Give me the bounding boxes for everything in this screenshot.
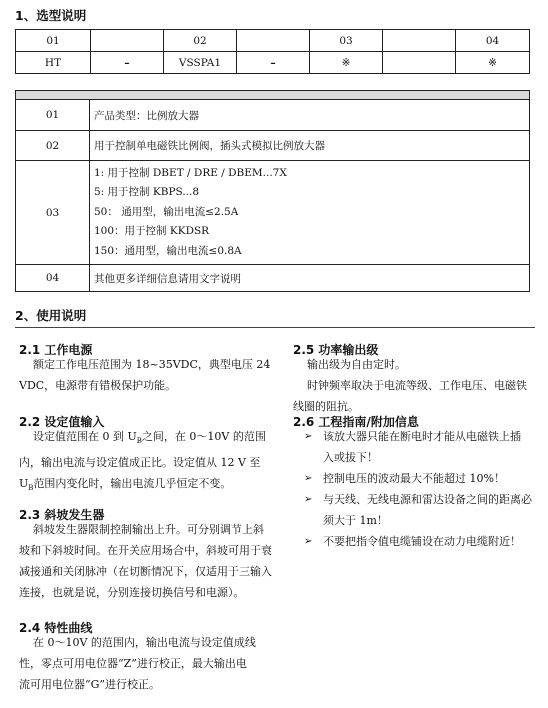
s22-sub: B bbox=[136, 437, 142, 446]
desc-row-options bbox=[90, 161, 530, 265]
desc-row bbox=[16, 100, 530, 131]
s26-bullet-line: 与天线、无线电源和雷达设备之间的距离必 bbox=[323, 493, 532, 506]
code-value-cell: ※ bbox=[310, 52, 383, 74]
s26-bullet-line: 须大于 1m！ bbox=[323, 514, 388, 527]
code-value-cell: VSSPA1 bbox=[164, 52, 237, 74]
desc-row bbox=[16, 131, 530, 161]
s24-body bbox=[19, 632, 269, 695]
s25-line: 输出级为自由定时。 bbox=[307, 358, 406, 371]
desc-row bbox=[16, 161, 530, 265]
s23-line: 连接，也就是说，分别连接切换信号和电源）。 bbox=[19, 586, 245, 599]
option-line: 50： 通用型，输出电流≤2.5A bbox=[94, 205, 239, 218]
code-header-row bbox=[16, 30, 530, 52]
code-header-cell bbox=[91, 30, 164, 52]
desc-row-number: 03 bbox=[16, 161, 90, 265]
s24-heading: 2.4 特性曲线 bbox=[19, 621, 93, 635]
code-header-cell: 01 bbox=[16, 30, 91, 52]
arrow-bullet-icon: ➢ bbox=[304, 431, 313, 442]
shaded-spacer-row bbox=[16, 91, 530, 100]
option-line: 150：通用型，输出电流≤0.8A bbox=[94, 244, 242, 257]
s25-line: 线圈的阻抗。 bbox=[293, 400, 359, 413]
desc-row-number: 04 bbox=[16, 265, 90, 292]
s26-bullet-line: 该放大器只能在断电时才能从电磁铁上插 bbox=[323, 430, 521, 443]
s21-body bbox=[19, 354, 269, 396]
s24-line: 流可用电位器“G”进行校正。 bbox=[19, 678, 161, 691]
s21-heading: 2.1 工作电源 bbox=[19, 343, 93, 357]
s22-sub: B bbox=[28, 484, 34, 493]
s22-line bbox=[19, 426, 269, 452]
s26-bullet-item bbox=[293, 489, 538, 531]
option-line: 5: 用于控制 KBPS...8 bbox=[94, 186, 200, 199]
s21-line: VDC，电源带有错极保护功能。 bbox=[19, 379, 177, 392]
s26-bullet-line: 不要把指令值电缆铺设在动力电缆附近！ bbox=[323, 535, 521, 548]
s21-line: 额定工作电压范围为 18~35VDC，典型电压 24 bbox=[33, 358, 271, 371]
s22-body bbox=[19, 426, 269, 499]
s26-bullet-list bbox=[293, 426, 538, 552]
desc-row-number: 01 bbox=[16, 100, 90, 131]
arrow-bullet-icon: ➢ bbox=[304, 494, 313, 505]
s25-body bbox=[293, 354, 538, 417]
s24-line: 在 0～10V 的范围内，输出电流与设定值成线 bbox=[33, 636, 256, 649]
code-value-cell: ※ bbox=[456, 52, 530, 74]
code-header-cell bbox=[237, 30, 310, 52]
option-line: 100：用于控制 KKDSR bbox=[94, 225, 210, 238]
s22-text: 设定值范围在 0 到 U bbox=[33, 430, 137, 443]
model-code-table bbox=[15, 29, 530, 74]
s26-bullet-item bbox=[293, 426, 538, 468]
code-value-row bbox=[16, 52, 530, 74]
description-table bbox=[15, 90, 530, 292]
arrow-bullet-icon: ➢ bbox=[304, 536, 313, 547]
code-value-cell: – bbox=[91, 52, 164, 74]
desc-row-text: 其他更多详细信息请用文字说明 bbox=[90, 265, 530, 292]
s22-text: 范围内变化时，输出电流几乎恒定不变。 bbox=[33, 477, 232, 491]
section-2-title: 2、使用说明 bbox=[15, 308, 87, 323]
code-value-cell: – bbox=[237, 52, 310, 74]
s23-line: 坡和下斜坡时间。在开关应用场合中，斜坡可用于衰 bbox=[19, 544, 272, 557]
s26-bullet-item bbox=[293, 468, 538, 489]
s25-line: 时钟频率取决于电流等级、工作电压、电磁铁 bbox=[307, 379, 527, 392]
desc-row-text: 用于控制单电磁铁比例阀，插头式模拟比例放大器 bbox=[90, 131, 530, 161]
s26-heading: 2.6 工程指南/附加信息 bbox=[293, 415, 419, 429]
desc-row-number: 02 bbox=[16, 131, 90, 161]
arrow-bullet-icon: ➢ bbox=[304, 473, 313, 484]
code-header-cell: 04 bbox=[456, 30, 530, 52]
s22-heading: 2.2 设定值输入 bbox=[19, 415, 105, 429]
s22-text: 之间，在 0～10V 的范围 bbox=[141, 430, 266, 443]
s22-text: U bbox=[19, 477, 29, 491]
s23-line: 斜坡发生器限制控制输出上升。可分别调节上斜 bbox=[33, 523, 264, 536]
s23-heading: 2.3 斜坡发生器 bbox=[19, 508, 105, 522]
option-line: 1: 用于控制 DBET / DRE / DBEM...7X bbox=[94, 166, 287, 179]
s22-line: 内，输出电流与设定值成正比。设定值从 12 V 至 bbox=[19, 456, 261, 470]
section-1-title: 1、选型说明 bbox=[15, 8, 87, 23]
desc-row-text: 产品类型：比例放大器 bbox=[90, 100, 530, 131]
code-value-cell bbox=[383, 52, 456, 74]
s26-bullet-item bbox=[293, 531, 538, 552]
s26-bullet-line: 控制电压的波动最大不能超过 10%！ bbox=[323, 472, 505, 485]
s23-line: 减接通和关闭脉冲（在切断情况下，仅适用于三输入 bbox=[19, 565, 272, 578]
s26-bullet-line: 入或拔下！ bbox=[323, 451, 378, 464]
section-divider bbox=[15, 327, 535, 328]
s24-line: 性，零点可用电位器“Z”进行校正，最大输出电 bbox=[19, 657, 247, 670]
code-header-cell bbox=[383, 30, 456, 52]
code-header-cell: 02 bbox=[164, 30, 237, 52]
s22-line bbox=[19, 473, 269, 499]
s23-body bbox=[19, 519, 272, 603]
desc-row bbox=[16, 265, 530, 292]
code-header-cell: 03 bbox=[310, 30, 383, 52]
s25-heading: 2.5 功率输出级 bbox=[293, 343, 379, 357]
code-value-cell: HT bbox=[16, 52, 91, 74]
